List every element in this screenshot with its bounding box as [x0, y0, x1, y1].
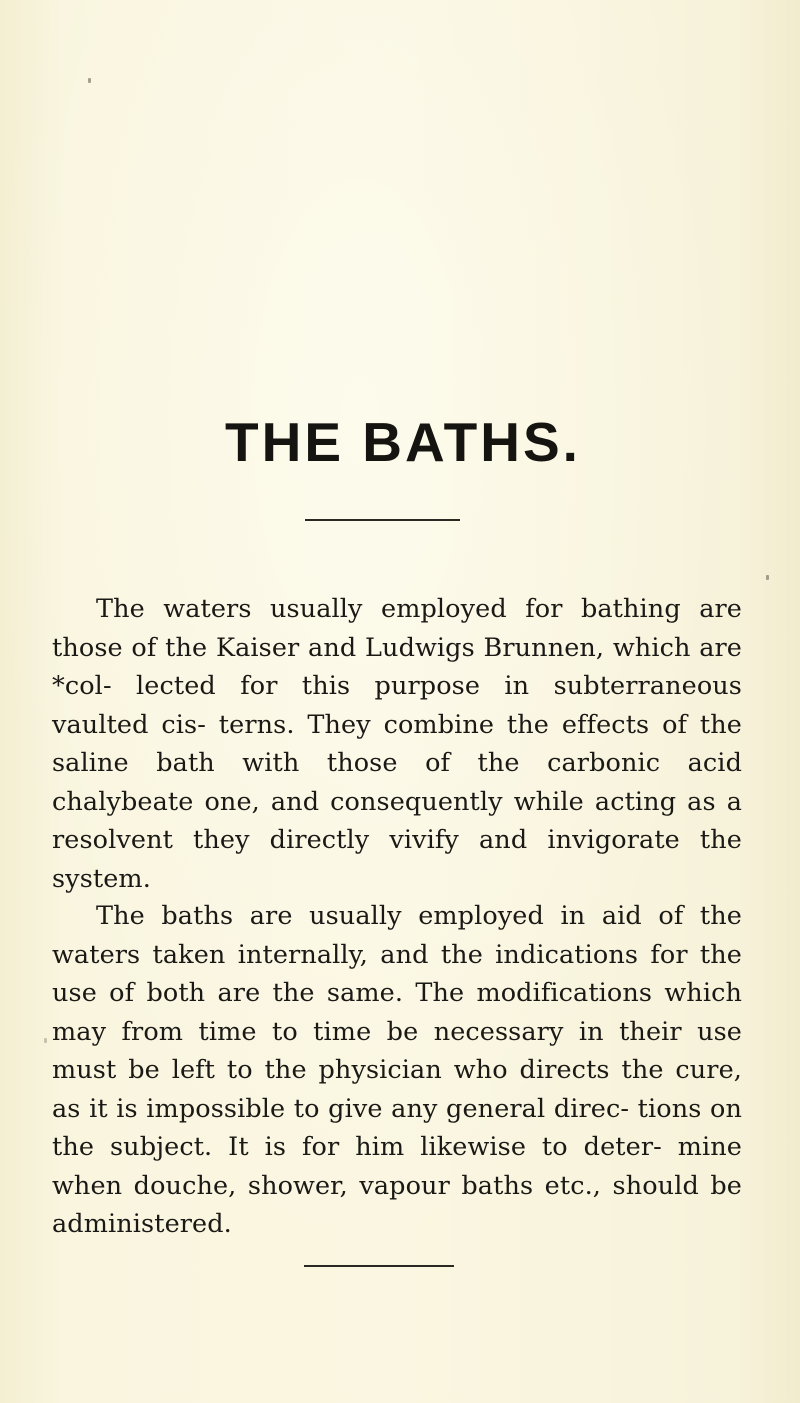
paper-speck: [44, 1038, 47, 1043]
paragraph-2: The baths are usually employed in aid of the waters taken internally, and the indications for the use of both are the same. The modifications which may from time to time be necessary in their use must be left to the physician who directs the cure, as it is impossible to give any general direc- tions on the subject. It is for him likewise to deter- mine when douche, shower, vapour baths etc., should be administered.: [52, 901, 742, 1239]
paper-speck: [88, 78, 91, 83]
section-title: THE BATHS.: [225, 411, 581, 473]
end-divider: [304, 1265, 454, 1267]
paper-speck: [766, 575, 769, 580]
paragraph-1: The waters usually employed for bathing are those of the Kaiser and Ludwigs Brunnen, which are *col- lected for this purpose in subterraneous vaulted cis- terns. They combine the effects of the saline bath with those of the carbonic acid chalybeate one, and consequently while acting as a resolvent they directly vivify and invigorate the system.: [52, 594, 742, 894]
title-divider: [305, 519, 460, 521]
